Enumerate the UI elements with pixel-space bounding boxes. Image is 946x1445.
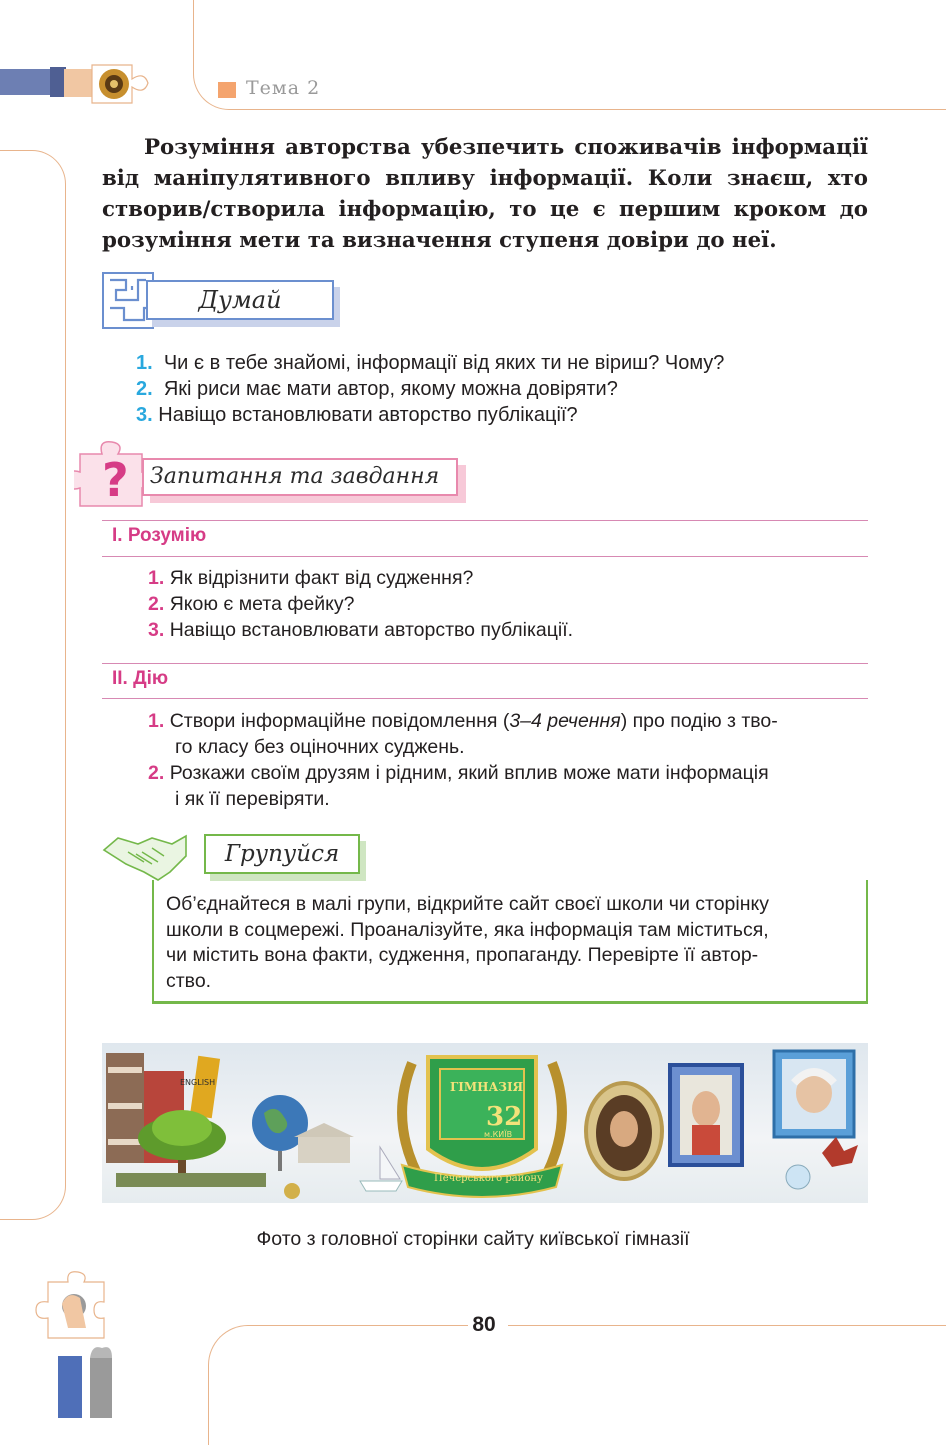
list-item <box>148 760 868 786</box>
think-list <box>136 350 724 428</box>
emblem-city: м.КИЇВ <box>484 1130 513 1139</box>
questions-title: Запитання та завдання <box>150 464 440 489</box>
list-item <box>148 708 868 734</box>
think-title: Думай <box>198 286 282 314</box>
hands-puzzle-icon <box>34 1270 118 1418</box>
list-item <box>136 376 724 402</box>
list-item <box>148 617 573 643</box>
item-text: Розкажи своїм друзям і рідним, який вплив може мати інформація <box>169 762 769 784</box>
group-line: ство. <box>166 969 212 992</box>
bottom-frame-line <box>208 1325 468 1445</box>
section-rule <box>102 520 868 521</box>
handshake-icon <box>102 830 190 882</box>
intro-paragraph <box>102 132 868 256</box>
item-text: Які риси має мати автор, якому можна довіряти? <box>163 378 618 400</box>
svg-text:?: ? <box>102 453 129 507</box>
topic-marker <box>218 82 236 98</box>
list-item <box>148 591 573 617</box>
emblem-ribbon: Печерського району <box>434 1173 543 1184</box>
photo-caption: Фото з головної сторінки сайту київської гімназії <box>256 1228 690 1250</box>
list-item <box>136 402 724 428</box>
item-number: 2. <box>148 593 165 615</box>
group-line: чи містить вона факти, судження, пропаганду. Перевірте її автор- <box>166 944 759 966</box>
item-continuation: го класу без оціночних суджень. <box>175 736 465 758</box>
item-continuation: і як її перевіряти. <box>175 788 330 810</box>
item-emphasis: 3–4 речення <box>509 710 621 732</box>
item-text: Навіщо встановлювати авторство публікації? <box>158 404 578 426</box>
section-rule <box>102 663 868 664</box>
book-label: ENGLISH <box>180 1078 216 1087</box>
group-text <box>166 892 856 994</box>
item-text: Як відрізнити факт від судження? <box>169 567 474 589</box>
item-text: ) про подію з тво- <box>620 710 778 732</box>
item-text: Якою є мета фейку? <box>169 593 355 615</box>
item-text: Чи є в тебе знайомі, інформації від яких ти не віриш? Чому? <box>163 352 725 374</box>
group-title: Групуйся <box>224 841 340 867</box>
item-text: Створи інформаційне повідомлення ( <box>169 710 510 732</box>
item-text: Навіщо встановлювати авторство публікації. <box>169 619 574 641</box>
section-rule <box>102 698 868 699</box>
list-item <box>136 350 724 376</box>
intro-text: Розуміння авторства убезпечить споживачів інформації від маніпулятивного впливу інформації. Коли знаєш, хто створив/створила інформацію, то це є першим кроком до розуміння мети та визначення ступеня довіри до неї. <box>102 135 868 253</box>
hand-puzzle-icon <box>0 55 170 115</box>
group-line: Об’єднайтеся в малі групи, відкрийте сайт своєї школи чи сторінку <box>166 893 770 915</box>
emblem-number: 32 <box>486 1102 523 1132</box>
item-number: 2. <box>136 378 153 400</box>
school-website-banner <box>102 1043 868 1203</box>
item-number: 3. <box>136 404 153 426</box>
item-number: 1. <box>136 352 153 374</box>
section-title-act: ІІ. Дію <box>112 668 169 689</box>
list-item <box>148 565 573 591</box>
emblem-title: ГІМНАЗІЯ <box>450 1080 524 1094</box>
bottom-rule <box>508 1325 946 1326</box>
topic-label: Тема 2 <box>246 77 321 99</box>
item-number: 3. <box>148 619 165 641</box>
act-list <box>148 708 868 812</box>
section-title-understand: І. Розумію <box>112 525 207 546</box>
item-number: 2. <box>148 762 165 784</box>
left-frame-line <box>0 150 66 1220</box>
banner-illustration <box>102 1043 868 1203</box>
group-line: школи в соцмережі. Проаналізуйте, яка інформація там міститься, <box>166 918 769 941</box>
item-number: 1. <box>148 710 165 732</box>
page-number: 80 <box>472 1313 496 1336</box>
understand-list <box>148 565 573 643</box>
section-rule <box>102 556 868 557</box>
item-number: 1. <box>148 567 165 589</box>
